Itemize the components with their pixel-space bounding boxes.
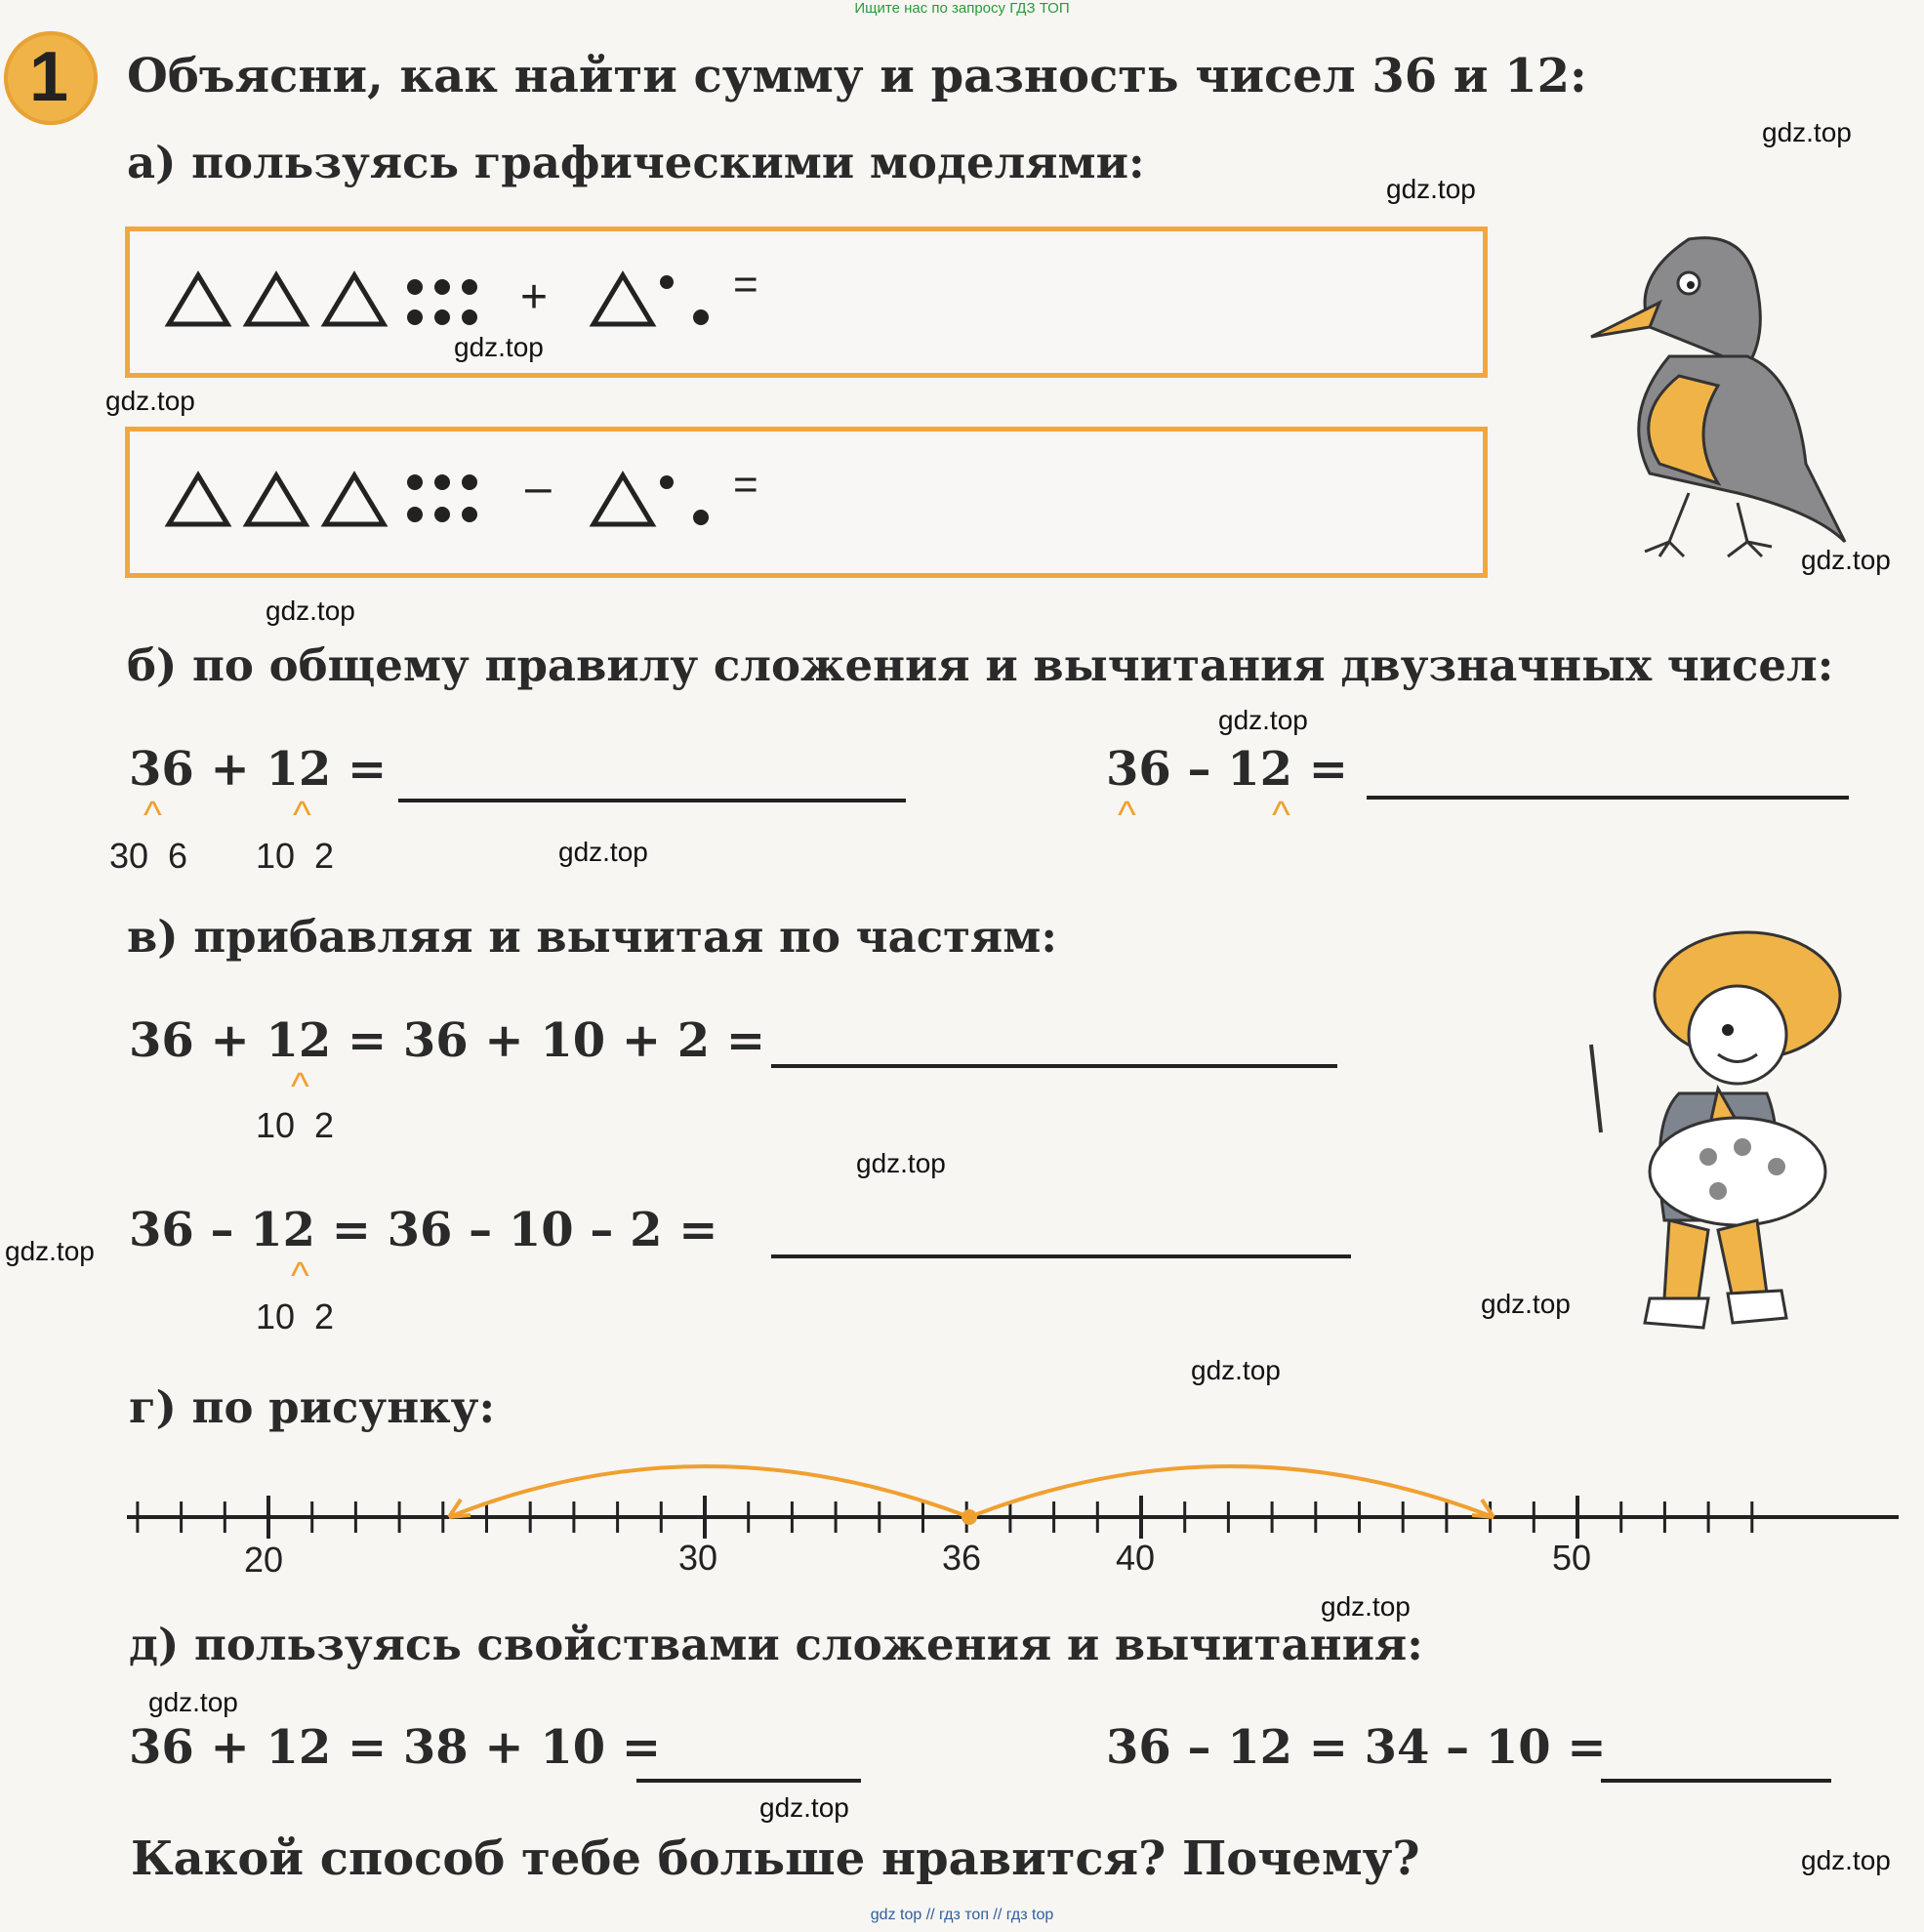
dot-unit (407, 507, 423, 522)
sum-model-figures (130, 231, 1483, 373)
part-g-label: г) по рисунку: (129, 1381, 496, 1433)
dot-unit (693, 510, 709, 525)
equals-sign: = (733, 261, 758, 308)
triangle-ten (247, 275, 306, 324)
tick-label-40: 40 (1116, 1538, 1156, 1578)
b-left-expression: 36 + 12 = (129, 742, 388, 797)
d-expression-2: 36 – 12 = 34 – 10 = (1106, 1720, 1607, 1775)
equals-sign: = (733, 461, 758, 509)
watermark: gdz.top (1191, 1355, 1281, 1385)
watermark: gdz.top (454, 332, 544, 362)
b-right-expression: 36 – 12 = (1106, 742, 1348, 797)
split-caret: ^ (291, 1065, 309, 1108)
tick-label-20: 20 (244, 1540, 284, 1580)
task-number-badge (4, 31, 98, 125)
b-left-split-2: 10 2 (256, 836, 335, 876)
dot-unit (462, 309, 477, 325)
watermark: gdz.top (558, 837, 648, 867)
top-note: Ищите нас по запросу ГДЗ ТОП (854, 0, 1070, 17)
split-caret: ^ (291, 1254, 309, 1297)
watermark: gdz.top (1481, 1289, 1571, 1319)
watermark: gdz.top (1801, 545, 1891, 575)
v-answer-blank-1[interactable] (771, 1064, 1337, 1068)
v-split-1: 10 2 (256, 1105, 335, 1145)
triangle-ten (594, 475, 652, 524)
split-caret: ^ (143, 794, 162, 837)
dot-unit (407, 279, 423, 295)
watermark: gdz.top (5, 1236, 95, 1266)
d-answer-blank-2[interactable] (1601, 1779, 1831, 1783)
v-answer-blank-2[interactable] (771, 1254, 1351, 1258)
triangle-ten (169, 275, 227, 324)
watermark: gdz.top (266, 596, 355, 626)
watermark: gdz.top (1386, 174, 1476, 204)
dot-unit (462, 474, 477, 490)
b-left-split-1: 30 6 (109, 836, 188, 876)
crow-illustration-icon (1572, 220, 1864, 571)
start-point-36 (962, 1509, 977, 1525)
dot-unit (462, 279, 477, 295)
d-answer-blank-1[interactable] (636, 1779, 861, 1783)
triangle-ten (169, 475, 227, 524)
triangle-ten (325, 275, 384, 324)
part-d-label: д) пользуясь свойствами сложения и вычитания: (129, 1619, 1423, 1670)
dot-unit (407, 474, 423, 490)
v-expression-2: 36 – 12 = 36 – 10 – 2 = (129, 1203, 718, 1257)
split-caret: ^ (1118, 794, 1136, 837)
task-number: 1 (28, 38, 69, 116)
final-question: Какой способ тебе больше нравится? Почему? (131, 1831, 1420, 1886)
tick-label-30: 30 (678, 1538, 718, 1578)
watermark: gdz.top (148, 1687, 238, 1717)
dot-unit (660, 475, 674, 489)
watermark: gdz.top (1218, 705, 1308, 735)
b-right-answer-blank[interactable] (1367, 796, 1849, 800)
split-caret: ^ (1272, 794, 1290, 837)
part-v-label: в) прибавляя и вычитая по частям: (127, 911, 1057, 963)
plus-sign: + (520, 271, 549, 323)
triangle-ten (325, 475, 384, 524)
jump-arrow-right (969, 1466, 1494, 1517)
watermark: gdz.top (1801, 1845, 1891, 1875)
dot-unit (407, 309, 423, 325)
part-b-label: б) по общему правилу сложения и вычитания двузначных чисел: (127, 639, 1834, 691)
dot-unit (434, 474, 450, 490)
split-caret: ^ (293, 794, 311, 837)
v-expression-1: 36 + 12 = 36 + 10 + 2 = (129, 1013, 766, 1068)
triangle-ten (594, 275, 652, 324)
dot-unit (462, 507, 477, 522)
difference-model-box (125, 427, 1488, 578)
watermark: gdz.top (1762, 117, 1852, 147)
dot-unit (434, 309, 450, 325)
tick-label-50: 50 (1552, 1538, 1592, 1578)
sum-model-box (125, 226, 1488, 378)
b-left-answer-blank[interactable] (398, 799, 906, 802)
tick-label-36: 36 (942, 1538, 982, 1578)
dot-unit (660, 275, 674, 289)
difference-model-figures (130, 432, 1483, 573)
minus-sign: – (525, 462, 552, 514)
d-expression-1: 36 + 12 = 38 + 10 = (129, 1720, 662, 1775)
task-title: Объясни, как найти сумму и разность чисел 36 и 12: (127, 49, 1587, 103)
dot-unit (693, 309, 709, 325)
part-a-label: а) пользуясь графическими моделями: (127, 137, 1145, 188)
watermark: gdz.top (105, 386, 195, 416)
dot-unit (434, 279, 450, 295)
watermark: gdz.top (856, 1148, 946, 1178)
bottom-note: gdz top // гдз топ // гдз top (870, 1907, 1054, 1923)
dot-unit (434, 507, 450, 522)
painter-boy-illustration-icon (1572, 927, 1874, 1357)
jump-arrow-left (449, 1466, 969, 1517)
watermark: gdz.top (759, 1792, 849, 1823)
triangle-ten (247, 475, 306, 524)
watermark: gdz.top (1321, 1591, 1411, 1622)
v-split-2: 10 2 (256, 1296, 335, 1336)
